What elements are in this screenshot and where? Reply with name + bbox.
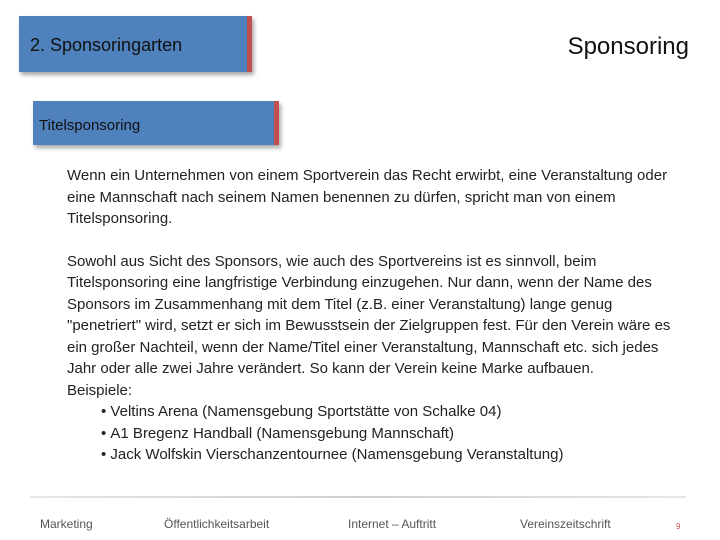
- example-item: • Jack Wolfskin Vierschanzentournee (Namensgebung Veranstaltung): [101, 444, 687, 466]
- footer-link-vereinszeitschrift[interactable]: Vereinszeitschrift: [520, 517, 611, 531]
- examples-list: [67, 401, 687, 466]
- slide-title: Sponsoring: [567, 33, 689, 60]
- paragraph-gap: [67, 230, 687, 251]
- page-number: 9: [676, 522, 681, 531]
- section-label-box: [19, 16, 252, 72]
- example-item: • A1 Bregenz Handball (Namensgebung Mannschaft): [101, 423, 687, 445]
- footer-link-marketing[interactable]: Marketing: [40, 517, 93, 531]
- body-text: [67, 165, 687, 466]
- footer-link-oeffentlichkeitsarbeit[interactable]: Öffentlichkeitsarbeit: [164, 517, 270, 531]
- subheading-box: [33, 101, 279, 145]
- paragraph-explanation: Sowohl aus Sicht des Sponsors, wie auch des Sportvereins ist es sinnvoll, beim Titelsponsoring eine langfristige Verbindung einzugehen. Nur dann, wenn der Name des Sponsors im Zusammenhang mit dem Titel (z.B. einer Veranstaltung) lange genug "penetriert" wird, setzt er sich im Bewusstsein der Zielgruppen fest. Für den Verein wäre es ein großer Nachteil, wenn der Name/Titel einer Veranstaltung, Mannschaft etc. sich jedes Jahr oder alle zwei Jahre verändert. So kann der Verein keine Marke aufbauen.: [67, 252, 671, 377]
- section-label: 2. Sponsoringarten: [30, 35, 183, 55]
- footer-link-internet-auftritt[interactable]: Internet – Auftritt: [348, 517, 437, 531]
- footer-divider: [30, 496, 686, 498]
- subheading-label: Titelsponsoring: [39, 117, 141, 134]
- paragraph-definition: Wenn ein Unternehmen von einem Sportverein das Recht erwirbt, eine Veranstaltung oder eine Mannschaft nach seinem Namen benennen zu dürfen, spricht man von einem Titelsponsoring.: [67, 167, 668, 227]
- example-item: • Veltins Arena (Namensgebung Sportstätte von Schalke 04): [101, 401, 687, 423]
- examples-heading: Beispiele:: [67, 381, 133, 399]
